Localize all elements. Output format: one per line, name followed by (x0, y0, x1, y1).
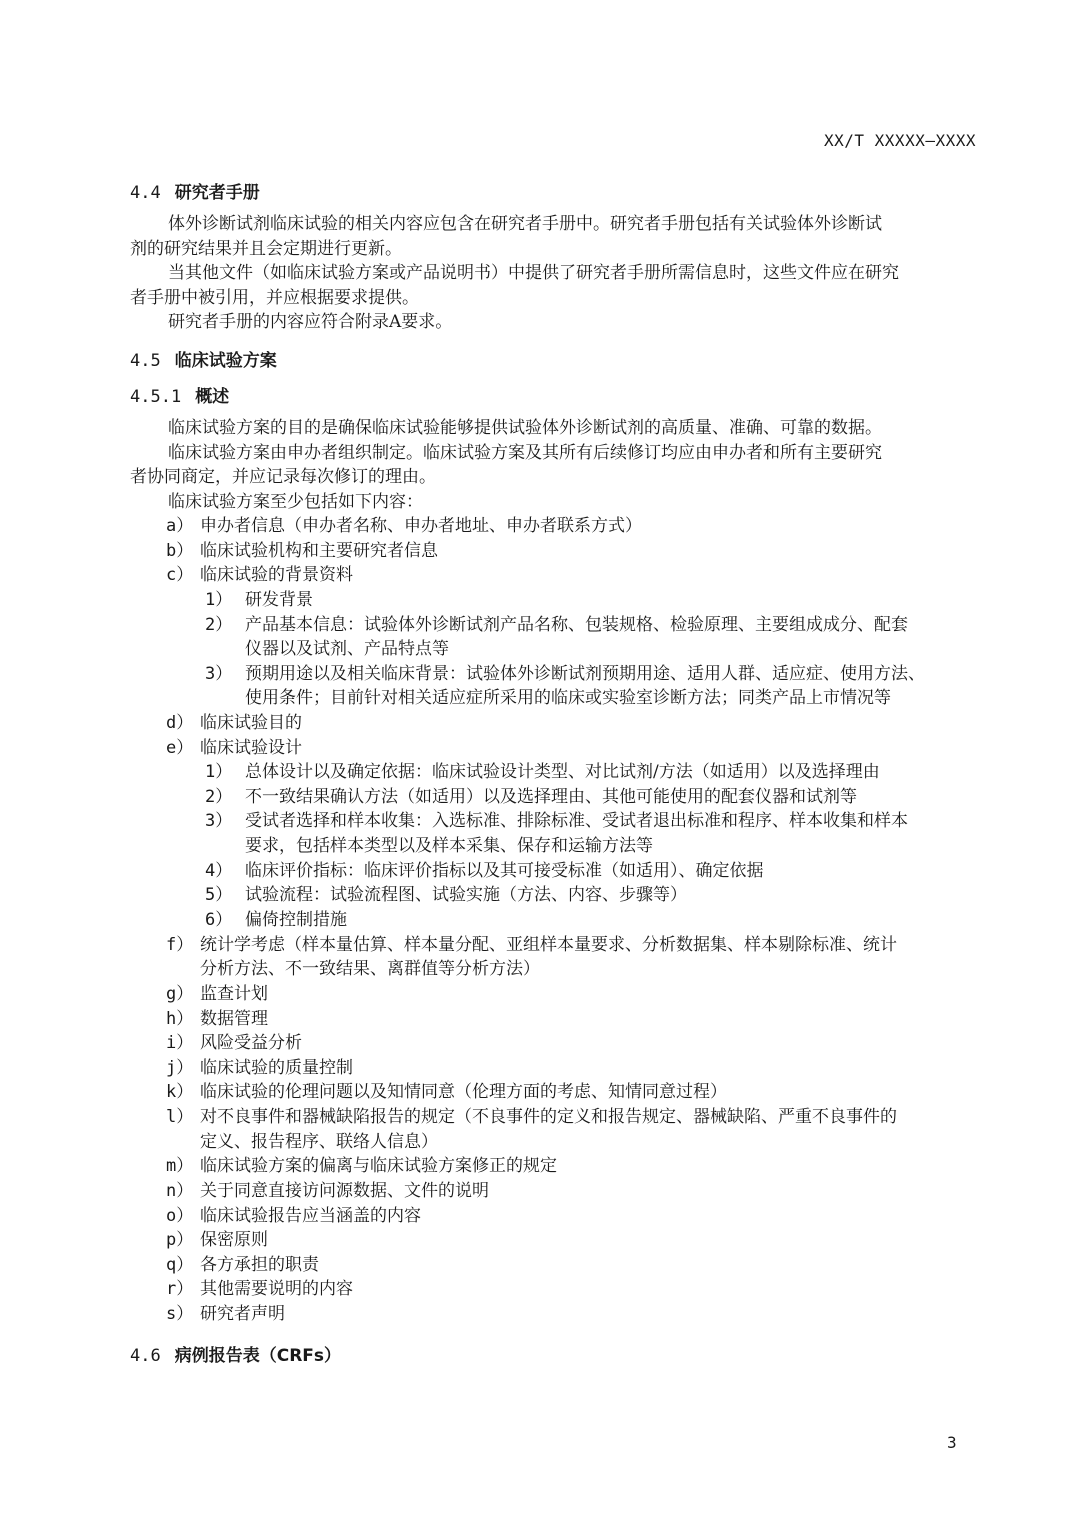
list-text: 临床试验设计 (200, 738, 302, 758)
list-text: 研发背景 (245, 590, 313, 610)
list-label: 1） (205, 762, 233, 782)
list-text: 其他需要说明的内容 (200, 1279, 353, 1299)
list-continuation: 分析方法、不一致结果、离群值等分析方法） (200, 959, 540, 979)
list-label: 2） (205, 615, 233, 635)
list-label: 2） (205, 787, 233, 807)
list-continuation: 定义、报告程序、联络人信息） (200, 1132, 438, 1152)
list-text: 研究者声明 (200, 1304, 285, 1324)
paragraph-line: 剂的研究结果并且会定期进行更新。 (130, 239, 402, 259)
standard-code: XX/T XXXXX—XXXX (824, 131, 976, 150)
paragraph-line: 临床试验方案至少包括如下内容： (168, 492, 423, 512)
list-text: 临床试验的伦理问题以及知情同意（伦理方面的考虑、知情同意过程） (200, 1082, 727, 1102)
section-4-4-heading (130, 178, 260, 203)
section-4-5-1-heading (130, 382, 229, 407)
list-item (166, 1031, 302, 1056)
list-item (166, 1179, 489, 1204)
sub-list-item (205, 760, 880, 785)
list-continuation: 使用条件；目前针对相关适应症所采用的临床或实验室诊断方法；同类产品上市情况等 (245, 688, 891, 708)
list-label: e） (166, 738, 194, 758)
list-text: 临床试验目的 (200, 713, 302, 733)
list-continuation: 要求，包括样本类型以及样本采集、保存和运输方法等 (245, 836, 653, 856)
list-text: 临床试验机构和主要研究者信息 (200, 541, 438, 561)
list-text: 产品基本信息：试验体外诊断试剂产品名称、包装规格、检验原理、主要组成成分、配套 (245, 615, 908, 635)
list-label: q） (166, 1255, 194, 1275)
list-label: d） (166, 713, 194, 733)
list-label: p） (166, 1230, 194, 1250)
list-text: 临床评价指标：临床评价指标以及其可接受标准（如适用）、确定依据 (245, 861, 764, 881)
list-text: 试验流程：试验流程图、试验实施（方法、内容、步骤等） (245, 885, 687, 905)
list-text: 临床试验报告应当涵盖的内容 (200, 1206, 421, 1226)
section-title: 临床试验方案 (174, 351, 277, 371)
list-text: 偏倚控制措施 (245, 910, 347, 930)
list-label: r） (166, 1279, 194, 1299)
list-label: n） (166, 1181, 194, 1201)
list-item (166, 711, 302, 736)
list-item (166, 1154, 557, 1179)
list-label: b） (166, 541, 194, 561)
list-text: 保密原则 (200, 1230, 268, 1250)
section-4-5-heading (130, 346, 277, 371)
paragraph-line: 临床试验方案由申办者组织制定。临床试验方案及其所有后续修订均应由申办者和所有主要研究 (168, 443, 882, 463)
list-item (166, 933, 897, 958)
list-label: o） (166, 1206, 194, 1226)
list-item (166, 1056, 353, 1081)
section-title: 概述 (195, 387, 230, 407)
page-number: 3 (947, 1433, 957, 1452)
list-text: 监查计划 (200, 984, 268, 1004)
list-text: 申办者信息（申办者名称、申办者地址、申办者联系方式） (200, 516, 642, 536)
section-number: 4.5.1 (130, 387, 182, 407)
list-text: 临床试验方案的偏离与临床试验方案修正的规定 (200, 1156, 557, 1176)
list-label: f） (166, 935, 194, 955)
list-label: c） (166, 565, 194, 585)
sub-list-item (205, 785, 857, 810)
list-item (166, 1253, 319, 1278)
list-item (166, 1228, 268, 1253)
list-item (166, 563, 353, 588)
section-number: 4.6 (130, 1346, 161, 1366)
list-continuation: 仪器以及试剂、产品特点等 (245, 639, 449, 659)
list-text: 关于同意直接访问源数据、文件的说明 (200, 1181, 489, 1201)
list-label: 3） (205, 664, 233, 684)
list-item (166, 1007, 268, 1032)
list-text: 总体设计以及确定依据：临床试验设计类型、对比试剂/方法（如适用）以及选择理由 (245, 762, 880, 782)
list-label: 4） (205, 861, 233, 881)
sub-list-item (205, 809, 908, 834)
list-label: s） (166, 1304, 194, 1324)
paragraph-line: 者手册中被引用，并应根据要求提供。 (130, 288, 419, 308)
list-label: 6） (205, 910, 233, 930)
list-item (166, 1080, 727, 1105)
list-item (166, 1204, 421, 1229)
list-label: k） (166, 1082, 194, 1102)
list-text: 临床试验的质量控制 (200, 1058, 353, 1078)
list-text: 临床试验的背景资料 (200, 565, 353, 585)
section-title: 病例报告表（CRFs） (174, 1346, 342, 1366)
sub-list-item (205, 859, 764, 884)
list-text: 数据管理 (200, 1009, 268, 1029)
list-item (166, 1302, 285, 1327)
list-label: m） (166, 1156, 194, 1176)
sub-list-item (205, 613, 908, 638)
list-label: a） (166, 516, 194, 536)
list-label: 3） (205, 811, 233, 831)
list-item (166, 1105, 897, 1130)
list-text: 各方承担的职责 (200, 1255, 319, 1275)
sub-list-item (205, 883, 687, 908)
list-text: 不一致结果确认方法（如适用）以及选择理由、其他可能使用的配套仪器和试剂等 (245, 787, 857, 807)
list-text: 受试者选择和样本收集：入选标准、排除标准、受试者退出标准和程序、样本收集和样本 (245, 811, 908, 831)
list-item (166, 514, 642, 539)
sub-list-item (205, 588, 313, 613)
list-label: g） (166, 984, 194, 1004)
paragraph-line: 者协同商定，并应记录每次修订的理由。 (130, 467, 436, 487)
list-label: 5） (205, 885, 233, 905)
paragraph-line: 当其他文件（如临床试验方案或产品说明书）中提供了研究者手册所需信息时，这些文件应在研究 (168, 263, 899, 283)
list-label: l） (166, 1107, 194, 1127)
list-item (166, 982, 268, 1007)
paragraph-line: 研究者手册的内容应符合附录A要求。 (168, 312, 453, 332)
list-text: 统计学考虑（样本量估算、样本量分配、亚组样本量要求、分析数据集、样本剔除标准、统计 (200, 935, 897, 955)
list-label: j） (166, 1058, 194, 1078)
list-text: 对不良事件和器械缺陷报告的规定（不良事件的定义和报告规定、器械缺陷、严重不良事件的 (200, 1107, 897, 1127)
list-item (166, 736, 302, 761)
section-4-6-heading (130, 1341, 341, 1366)
section-number: 4.4 (130, 183, 161, 203)
list-item (166, 539, 438, 564)
list-label: 1） (205, 590, 233, 610)
section-number: 4.5 (130, 351, 161, 371)
list-label: i） (166, 1033, 194, 1053)
section-title: 研究者手册 (174, 183, 260, 203)
sub-list-item (205, 662, 925, 687)
list-text: 风险受益分析 (200, 1033, 302, 1053)
list-text: 预期用途以及相关临床背景：试验体外诊断试剂预期用途、适用人群、适应症、使用方法、 (245, 664, 925, 684)
paragraph-line: 体外诊断试剂临床试验的相关内容应包含在研究者手册中。研究者手册包括有关试验体外诊断试 (168, 214, 882, 234)
sub-list-item (205, 908, 347, 933)
paragraph-line: 临床试验方案的目的是确保临床试验能够提供试验体外诊断试剂的高质量、准确、可靠的数据。 (168, 418, 882, 438)
list-item (166, 1277, 353, 1302)
list-label: h） (166, 1009, 194, 1029)
